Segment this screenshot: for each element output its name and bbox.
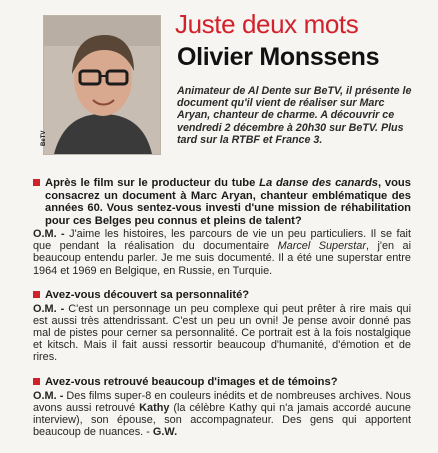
photo-credit: BeTV [41,130,47,146]
answer-2: O.M. - C'est un personnage un peu complexe qui peut prêter à rire mais qui est aussi très attendrissant. C'est un peu un ovni! Je pense avoir donné pas mal de pistes pour cerner sa personnalité. Ce portrait est à la fois nostalgique et kitsch. Mais il fait aussi ressortir beaucoup d'humanité, d'émotion et de rires. [33,302,411,364]
question-text: Avez-vous retrouvé beaucoup d'images et de témoins? [45,376,338,388]
answer-1: O.M. - J'aime les histoires, les parcours de vie un peu particuliers. Il se fait que pendant la réalisation du documentaire Marcel Superstar, j'en ai beaucoup entendu parler. Je me suis documenté. Il a été une superstar entre 1964 et 1969 en Belgique, en Russie, en Turquie. [33,228,412,277]
bullet-icon [33,291,40,298]
portrait-illustration [44,16,160,154]
portrait-photo [43,15,161,155]
answer-speaker: O.M. - [33,302,69,315]
answer-speaker: O.M. - [33,228,70,240]
answer-speaker: O.M. - [33,389,67,402]
question-text: Après le film sur le producteur du tube La danse des canards, vous consacrez un document à Marc Aryan, chanteur emblématique des années 60. Vous sentez-vous investi d'une mission de réhabilitation pour ces Belges peu connus et pleins de talent? [45,177,411,227]
qa-block-1 [33,177,411,277]
question-3 [33,376,411,389]
qa-block-2 [33,289,411,364]
bullet-icon [33,179,40,186]
bullet-icon [33,378,40,385]
intro-paragraph: Animateur de Al Dente sur BeTV, il présente le document qu'il vient de réaliser sur Marc Aryan, chanteur de charme. A découvrir ce vendredi 2 décembre à 20h30 sur BeTV. Plus tard sur la RTBF et France 3. [177,85,412,146]
answer-3: O.M. - Des films super-8 en couleurs inédits et de nombreuses archives. Nous avons aussi retrouvé Kathy (la célèbre Kathy qui n'a jamais accordé aucune interview), son épouse, son accompagnateur. Des gens qui apportent beaucoup de nuances. - G.W. [33,389,411,439]
question-text: Avez-vous découvert sa personnalité? [45,289,250,301]
interviewee-name: Olivier Monssens [177,43,380,71]
section-kicker: Juste deux mots [175,9,359,39]
question-2 [33,289,411,302]
question-1 [33,177,411,227]
qa-block-3 [33,376,411,438]
